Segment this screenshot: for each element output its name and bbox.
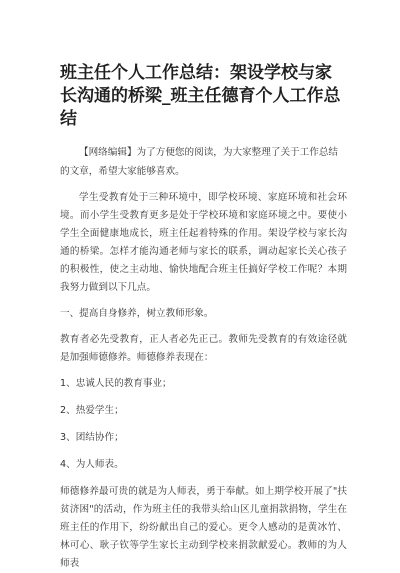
list-item: 1、忠诚人民的教育事业；: [60, 378, 172, 389]
section-heading-1: 一、提高自身修养，树立教师形象。: [60, 308, 214, 319]
list-item: 4、为人师表。: [60, 459, 124, 470]
intro-paragraph: 【网络编辑】为了方便您的阅读，为大家整理了关于工作总结的文章，希望大家能够喜欢。: [60, 147, 339, 177]
list-item: 2、热爱学生；: [60, 405, 124, 416]
body-paragraph-1: 学生受教育处于三种环境中，即学校环境、家庭环境和社会环境。而小学生受教育更多是处于学校环境和家庭环境之中。要使小学生全面健康地成长，班主任起着特殊的作用。架设学校与家长沟通的桥梁。怎样才能沟通老师与家长的联系，调动起家长关心孩子的积极性，使之主动地、愉快地配合班主任搞好学校工作呢？本期我努力做到以下几点。: [60, 192, 347, 293]
document-title: 班主任个人工作总结：架设学校与家长沟通的桥梁_班主任德育个人工作总结: [60, 63, 341, 129]
list-item: 3、团结协作；: [60, 432, 124, 443]
body-paragraph-2: 教育者必先受教育，正人者必先正己。教师先受教育的有效途径就是加强师德修养。师德修养表现在：: [60, 334, 347, 363]
body-paragraph-3: 师德修养最可贵的就是为人师表，勇于奉献。如上期学校开展了"扶贫济困"的活动，作为班主任的我带头给山区儿童捐款捐物，学生在班主任的作用下，纷纷献出自己的爱心。更令人感动的是黄冰竹、林可心、耿子钦等学生家长主动到学校来捐款献爱心。教师的为人师表: [60, 486, 347, 569]
